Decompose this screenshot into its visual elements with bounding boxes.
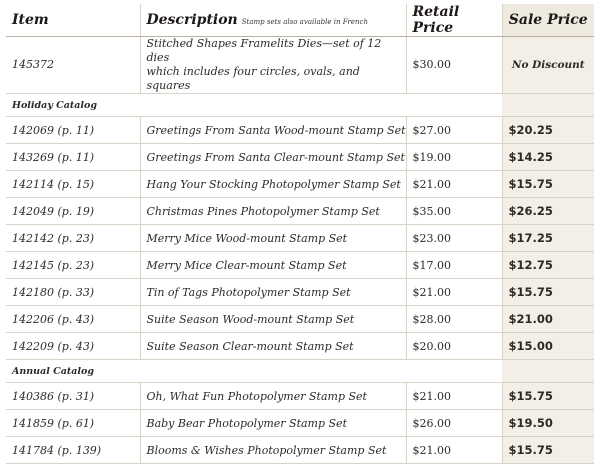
sale-price: $20.25 <box>502 117 594 144</box>
item-number: 142209 (p. 43) <box>6 333 140 360</box>
item-number: 145372 <box>6 37 140 94</box>
item-number: 142114 (p. 15) <box>6 171 140 198</box>
item-number: 141859 (p. 61) <box>6 410 140 437</box>
header-description-note: Stamp sets also available in French <box>241 18 368 26</box>
retail-price: $21.00 <box>406 171 502 198</box>
price-table-container <box>6 4 594 464</box>
item-description: Oh, What Fun Photopolymer Stamp Set <box>140 383 406 410</box>
item-number: 142206 (p. 43) <box>6 306 140 333</box>
sale-price: $15.75 <box>502 279 594 306</box>
item-number: 140386 (p. 31) <box>6 383 140 410</box>
item-description: Baby Bear Photopolymer Stamp Set <box>140 410 406 437</box>
sale-price: $15.75 <box>502 171 594 198</box>
retail-price: $17.00 <box>406 252 502 279</box>
sale-price: $14.25 <box>502 144 594 171</box>
section-sale-cell <box>502 94 594 117</box>
item-description: Merry Mice Clear-mount Stamp Set <box>140 252 406 279</box>
price-table <box>6 4 594 464</box>
header-item: Item <box>6 4 140 37</box>
retail-price: $28.00 <box>406 306 502 333</box>
item-description: Suite Season Clear-mount Stamp Set <box>140 333 406 360</box>
table-body <box>6 37 594 464</box>
table-row <box>6 333 594 360</box>
header-description <box>140 4 406 37</box>
table-row <box>6 225 594 252</box>
sale-price: No Discount <box>502 37 594 94</box>
item-description: Christmas Pines Photopolymer Stamp Set <box>140 198 406 225</box>
header-retail-price: Retail Price <box>406 4 502 37</box>
retail-price: $27.00 <box>406 117 502 144</box>
retail-price: $26.00 <box>406 410 502 437</box>
table-row <box>6 306 594 333</box>
sale-price: $12.75 <box>502 252 594 279</box>
section-sale-cell <box>502 360 594 383</box>
header-description-label: Description <box>146 12 238 28</box>
section-title: Annual Catalog <box>6 360 502 383</box>
item-description <box>140 37 406 94</box>
item-description: Greetings From Santa Wood-mount Stamp Set <box>140 117 406 144</box>
item-description: Tin of Tags Photopolymer Stamp Set <box>140 279 406 306</box>
item-description: Greetings From Santa Clear-mount Stamp Set <box>140 144 406 171</box>
retail-price: $21.00 <box>406 437 502 464</box>
table-row <box>6 37 594 94</box>
sale-price: $15.00 <box>502 333 594 360</box>
item-description: Suite Season Wood-mount Stamp Set <box>140 306 406 333</box>
item-number: 142142 (p. 23) <box>6 225 140 252</box>
item-description: Merry Mice Wood-mount Stamp Set <box>140 225 406 252</box>
sale-price: $21.00 <box>502 306 594 333</box>
item-description: Hang Your Stocking Photopolymer Stamp Set <box>140 171 406 198</box>
item-number: 142049 (p. 19) <box>6 198 140 225</box>
item-number: 142145 (p. 23) <box>6 252 140 279</box>
table-header-row <box>6 4 594 37</box>
retail-price: $23.00 <box>406 225 502 252</box>
sale-price: $19.50 <box>502 410 594 437</box>
retail-price: $21.00 <box>406 383 502 410</box>
section-header-row <box>6 360 594 383</box>
sale-price: $15.75 <box>502 437 594 464</box>
sale-price: $15.75 <box>502 383 594 410</box>
item-number: 142069 (p. 11) <box>6 117 140 144</box>
item-description: Blooms & Wishes Photopolymer Stamp Set <box>140 437 406 464</box>
retail-price: $20.00 <box>406 333 502 360</box>
section-title: Holiday Catalog <box>6 94 502 117</box>
section-header-row <box>6 94 594 117</box>
table-row <box>6 171 594 198</box>
table-row <box>6 410 594 437</box>
table-row <box>6 252 594 279</box>
table-row <box>6 117 594 144</box>
table-row <box>6 198 594 225</box>
item-number: 141784 (p. 139) <box>6 437 140 464</box>
description-line-1: Stitched Shapes Framelits Dies—set of 12 dies <box>146 37 382 64</box>
table-row <box>6 383 594 410</box>
sale-price: $17.25 <box>502 225 594 252</box>
retail-price: $35.00 <box>406 198 502 225</box>
description-line-2: which includes four circles, ovals, and squares <box>146 65 360 92</box>
header-sale-price: Sale Price <box>502 4 594 37</box>
retail-price: $30.00 <box>406 37 502 94</box>
item-number: 142180 (p. 33) <box>6 279 140 306</box>
table-row <box>6 144 594 171</box>
item-number: 143269 (p. 11) <box>6 144 140 171</box>
table-row <box>6 279 594 306</box>
table-row <box>6 437 594 464</box>
retail-price: $19.00 <box>406 144 502 171</box>
retail-price: $21.00 <box>406 279 502 306</box>
sale-price: $26.25 <box>502 198 594 225</box>
